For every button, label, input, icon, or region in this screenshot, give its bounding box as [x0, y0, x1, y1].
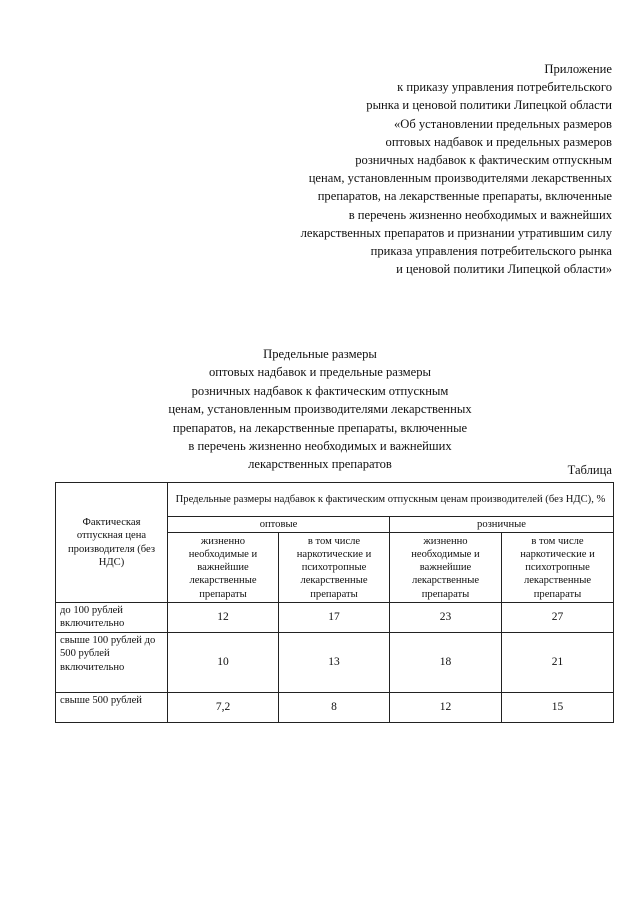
value-cell: 7,2	[168, 693, 279, 723]
title-line: препаратов, на лекарственные препараты, включенные	[172, 420, 468, 435]
value-cell: 8	[279, 693, 390, 723]
appendix-line: оптовых надбавок и предельных размеров	[385, 134, 612, 149]
markup-table	[55, 482, 614, 723]
title-line: лекарственных препаратов	[248, 457, 392, 472]
value-cell: 12	[390, 693, 502, 723]
value-cell: 21	[502, 633, 614, 693]
value-cell: 23	[390, 603, 502, 633]
appendix-line: ценам, установленным производителями лекарственных	[308, 171, 612, 186]
col-wholesale-vital: жизненно необходимые и важнейшие лекарственные препараты	[168, 533, 279, 603]
group-retail-cell: розничные	[390, 517, 614, 533]
value-cell: 18	[390, 633, 502, 693]
value-cell: 17	[279, 603, 390, 633]
table-row	[56, 633, 614, 693]
appendix-line: лекарственных препаратов и признании утратившим силу	[300, 225, 612, 240]
appendix-line: розничных надбавок к фактическим отпускным	[355, 153, 612, 168]
table-row	[56, 693, 614, 723]
col-wholesale-psycho: в том числе наркотические и психотропные лекарственные препараты	[279, 533, 390, 603]
col-retail-vital: жизненно необходимые и важнейшие лекарственные препараты	[390, 533, 502, 603]
value-cell: 13	[279, 633, 390, 693]
header-price-cell: Фактическая отпускная цена производителя (без НДС)	[56, 483, 168, 603]
value-cell: 10	[168, 633, 279, 693]
row-label: свыше 500 рублей	[56, 693, 168, 723]
col-retail-psycho: в том числе наркотические и психотропные лекарственные препараты	[502, 533, 614, 603]
appendix-line: и ценовой политики Липецкой области»	[396, 262, 612, 277]
value-cell: 12	[168, 603, 279, 633]
title-line: оптовых надбавок и предельные размеры	[209, 365, 431, 380]
appendix-line: рынка и ценовой политики Липецкой области	[366, 98, 612, 113]
group-wholesale-cell: оптовые	[168, 517, 390, 533]
document-title	[40, 345, 600, 474]
title-line: ценам, установленным производителями лекарственных	[168, 402, 472, 417]
appendix-line: к приказу управления потребительского	[397, 80, 612, 95]
appendix-line: Приложение	[544, 62, 612, 76]
title-line: розничных надбавок к фактическим отпускным	[191, 383, 449, 398]
appendix-line: «Об установлении предельных размеров	[393, 116, 612, 131]
title-line: Предельные размеры	[263, 347, 377, 361]
header-main-cell: Предельные размеры надбавок к фактическим отпускным ценам производителей (без НДС), %	[168, 483, 614, 517]
row-label: свыше 100 рублей до 500 рублей включительно	[56, 633, 168, 693]
value-cell: 27	[502, 603, 614, 633]
appendix-line: препаратов, на лекарственные препараты, включенные	[317, 189, 612, 204]
table-row	[56, 603, 614, 633]
value-cell: 15	[502, 693, 614, 723]
appendix-line: в перечень жизненно необходимых и важнейших	[348, 207, 612, 222]
row-label: до 100 рублей включительно	[56, 603, 168, 633]
table-caption: Таблица	[567, 463, 612, 477]
appendix-block	[192, 60, 612, 278]
title-line: в перечень жизненно необходимых и важнейших	[188, 439, 452, 454]
appendix-line: приказа управления потребительского рынка	[370, 244, 612, 259]
